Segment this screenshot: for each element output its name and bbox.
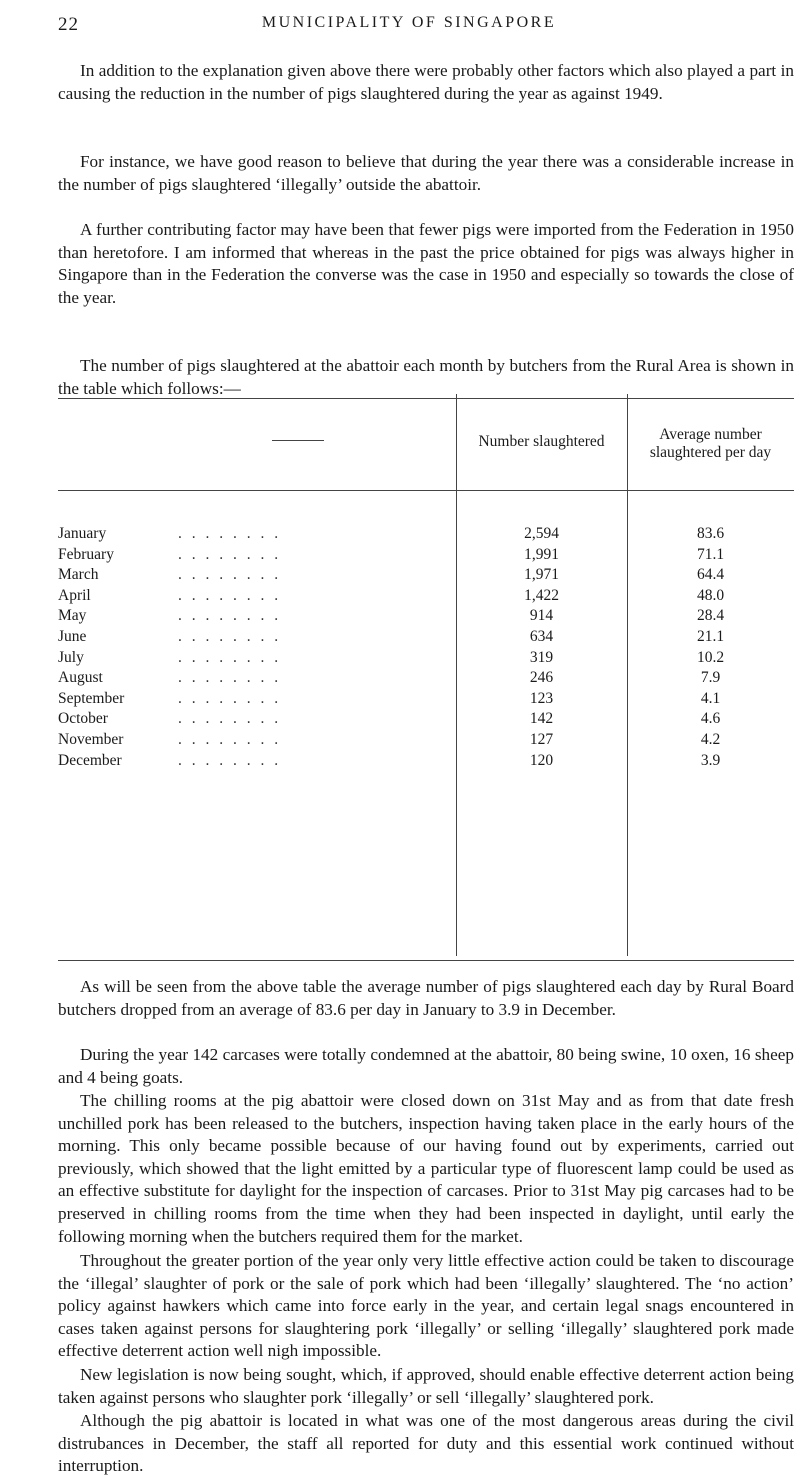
paragraph-table-intro: The number of pigs slaughtered at the abattoir each month by butchers from the Rural Area is shown in the table which follows:—	[58, 356, 794, 398]
average-per-day-cell: 21.1	[696, 627, 725, 645]
number-slaughtered-cell: 123	[529, 689, 554, 707]
month-cell: June	[58, 627, 87, 645]
running-title: MUNICIPALITY OF SINGAPORE	[261, 14, 557, 31]
average-per-day-cell: 83.6	[696, 525, 725, 542]
table-row	[58, 545, 794, 566]
month-cell: December	[58, 751, 122, 769]
number-slaughtered-cell: 142	[529, 710, 554, 728]
paragraph-average-drop: As will be seen from the above table the average number of pigs slaughtered each day by Rural Board butchers dropped from an average of 83.6 per day in January to 3.9 in December.	[58, 977, 794, 1019]
table-row	[58, 730, 794, 751]
month-column-header-dash	[272, 440, 324, 441]
table-top-rule	[58, 398, 794, 399]
leader-dots: . . . . . . . .	[178, 710, 282, 728]
average-per-day-cell: 7.9	[700, 669, 721, 687]
number-slaughtered-cell: 634	[529, 627, 554, 645]
leader-dots: . . . . . . . .	[178, 751, 282, 769]
month-cell: August	[58, 669, 103, 687]
month-cell: October	[58, 710, 108, 728]
table-row	[58, 689, 794, 710]
leader-dots: . . . . . . . .	[178, 586, 282, 604]
leader-dots: . . . . . . . .	[178, 607, 282, 625]
column-header-number: Number slaughtered	[478, 433, 605, 450]
table-row	[58, 627, 794, 648]
average-per-day-cell: 4.6	[700, 710, 721, 728]
paragraph-chilling-rooms: The chilling rooms at the pig abattoir were closed down on 31st May and as from that date fresh unchilled pork has been released to the butchers, inspection having taken place in the early hours of the morning. This only became possible because of our having found out by experiments, carried out previously, which showed that the light emitted by a particular type of fluorescent lamp could be used as an effective substitute for daylight for the inspection of carcases. Prior to 31st May pig carcases had to be preserved in chilling rooms from the time when they had been inspected in daylight, until early the following morning when the butchers required them for the market.	[58, 1091, 794, 1246]
average-per-day-cell: 48.0	[696, 586, 725, 604]
table-bottom-rule	[58, 960, 794, 961]
page-header	[58, 14, 760, 44]
paragraph-no-action-policy: Throughout the greater portion of the year only very little effective action could be taken to discourage the ‘illegal’ slaughter of pork or the sale of pork which had been ‘illegally’ slaughtered. The ‘no action’ policy against hawkers which came into force early in the year, and certain legal snags encountered in cases taken against persons for slaughtering pork ‘illegally’ or selling ‘illegally’ slaughtered pork made effective deterrent action well nigh impossible.	[58, 1251, 794, 1361]
paragraph-federation-imports: A further contributing factor may have been that fewer pigs were imported from the Federation in 1950 than heretofore. I am informed that whereas in the past the price obtained for pigs was always higher in Singapore than in the Federation the converse was the case in 1950 and especially so towards the close of the year.	[58, 220, 794, 307]
average-per-day-cell: 64.4	[696, 566, 725, 584]
number-slaughtered-cell: 1,422	[524, 586, 559, 604]
number-slaughtered-cell: 2,594	[524, 525, 559, 542]
month-cell: March	[58, 566, 99, 584]
average-per-day-cell: 10.2	[696, 648, 725, 666]
leader-dots: . . . . . . . .	[178, 669, 282, 687]
month-cell: April	[58, 586, 91, 604]
monthly-slaughter-table	[58, 398, 794, 963]
table-header-rule	[58, 490, 794, 491]
average-per-day-cell: 71.1	[696, 545, 725, 563]
number-slaughtered-cell: 1,971	[524, 566, 559, 584]
table-row	[58, 668, 794, 689]
paragraph-civil-disturbances: Although the pig abattoir is located in what was one of the most dangerous areas during the civil distrubances in December, the staff all reported for duty and this essential work continued without interruption.	[58, 1411, 794, 1476]
average-per-day-cell: 3.9	[700, 751, 721, 769]
average-per-day-cell: 28.4	[696, 607, 725, 625]
month-cell: January	[58, 525, 107, 542]
leader-dots: . . . . . . . .	[178, 545, 282, 563]
month-cell: February	[58, 545, 114, 563]
page-number: 22	[58, 14, 79, 35]
average-per-day-cell: 4.1	[700, 689, 721, 707]
average-per-day-cell: 4.2	[700, 730, 721, 748]
paragraph-new-legislation: New legislation is now being sought, which, if approved, should enable effective deterrent action being taken against persons who slaughter pork ‘illegally’ or sell ‘illegally’ slaughtered pork.	[58, 1365, 794, 1407]
number-slaughtered-cell: 120	[529, 751, 554, 769]
number-slaughtered-cell: 127	[529, 730, 554, 748]
table-row	[58, 586, 794, 607]
leader-dots: . . . . . . . .	[178, 689, 282, 707]
leader-dots: . . . . . . . .	[178, 730, 282, 748]
month-cell: November	[58, 730, 124, 748]
table-row	[58, 751, 794, 772]
paragraph-condemned-carcases: During the year 142 carcases were totally condemned at the abattoir, 80 being swine, 10 oxen, 16 sheep and 4 being goats.	[58, 1045, 794, 1087]
leader-dots: . . . . . . . .	[178, 525, 282, 542]
number-slaughtered-cell: 246	[529, 669, 554, 687]
leader-dots: . . . . . . . .	[178, 566, 282, 584]
month-cell: September	[58, 689, 125, 707]
table-row	[58, 565, 794, 586]
month-cell: May	[58, 607, 87, 625]
table-row	[58, 524, 794, 545]
paragraph-illegal-slaughter: For instance, we have good reason to believe that during the year there was a considerable increase in the number of pigs slaughtered ‘illegally’ outside the abattoir.	[58, 152, 794, 194]
paragraph-reduction-factors: In addition to the explanation given above there were probably other factors which also played a part in causing the reduction in the number of pigs slaughtered during the year as against 1949.	[58, 61, 794, 103]
number-slaughtered-cell: 319	[529, 648, 554, 666]
table-body	[58, 524, 794, 771]
table-row	[58, 648, 794, 669]
leader-dots: . . . . . . . .	[178, 648, 282, 666]
table-row	[58, 709, 794, 730]
number-slaughtered-cell: 1,991	[524, 545, 559, 563]
month-cell: July	[58, 648, 84, 666]
column-header-average: Average number slaughtered per day	[649, 426, 772, 461]
number-slaughtered-cell: 914	[529, 607, 554, 625]
leader-dots: . . . . . . . .	[178, 627, 282, 645]
table-row	[58, 606, 794, 627]
